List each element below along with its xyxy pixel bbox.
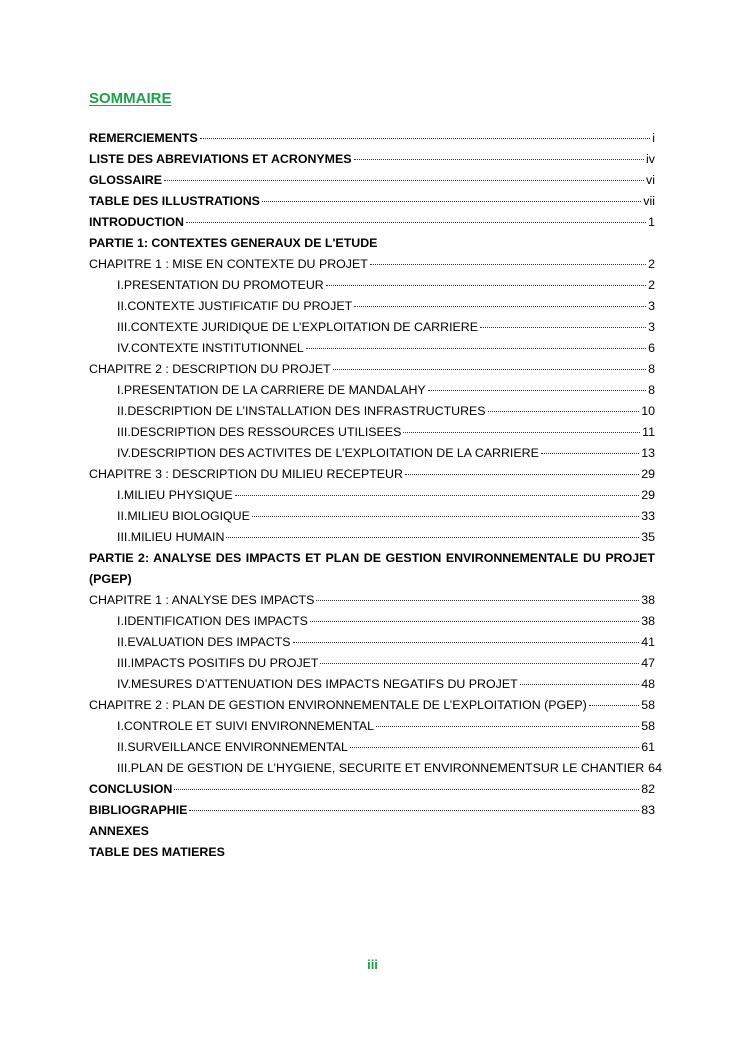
- toc-entry-page: 6: [648, 341, 655, 355]
- toc-entry-title: I.PRESENTATION DU PROMOTEUR: [117, 278, 324, 292]
- toc-entry-page: 8: [648, 383, 655, 397]
- toc-leader-dots: [541, 452, 639, 454]
- toc-part-heading: [89, 233, 655, 254]
- toc-entry[interactable]: [89, 674, 655, 695]
- toc-entry[interactable]: [89, 485, 655, 506]
- toc-entry-page: 35: [641, 530, 655, 544]
- toc-entry-title: INTRODUCTION: [89, 215, 184, 229]
- toc-entry-title: CHAPITRE 2 : DESCRIPTION DU PROJET: [89, 362, 331, 376]
- toc-leader-dots: [350, 746, 639, 748]
- toc-leader-dots: [354, 158, 645, 160]
- toc-entry-title: II.EVALUATION DES IMPACTS: [117, 635, 291, 649]
- toc-entry[interactable]: [89, 443, 655, 464]
- toc-entry-title: TABLE DES MATIERES: [89, 845, 225, 859]
- toc-leader-dots: [376, 725, 639, 727]
- toc-leader-dots: [293, 641, 640, 643]
- toc-entry-title: I.PRESENTATION DE LA CARRIERE DE MANDALAHY: [117, 383, 426, 397]
- toc-entry-title: CONCLUSION: [89, 782, 173, 796]
- toc-leader-dots: [174, 788, 639, 790]
- toc-entry-title: IV.CONTEXTE INSTITUTIONNEL: [117, 341, 304, 355]
- toc-entry-title: II.SURVEILLANCE ENVIRONNEMENTAL: [117, 740, 348, 754]
- toc-entry-page: 83: [641, 803, 655, 817]
- toc-entry[interactable]: [89, 296, 655, 317]
- toc-leader-dots: [589, 704, 639, 706]
- toc-entry-title: BIBLIOGRAPHIE: [89, 803, 188, 817]
- toc-entry-title: CHAPITRE 1 : ANALYSE DES IMPACTS: [89, 593, 315, 607]
- toc-entry[interactable]: [89, 338, 655, 359]
- toc-entry-page: 82: [641, 782, 655, 796]
- toc-entry[interactable]: [89, 275, 655, 296]
- toc-entry[interactable]: [89, 527, 655, 548]
- toc-entry[interactable]: [89, 758, 662, 779]
- toc-entry[interactable]: [89, 695, 655, 716]
- toc-leader-dots: [370, 263, 646, 265]
- toc-entry-page: iv: [646, 152, 655, 166]
- toc-entry-page: 47: [641, 656, 655, 670]
- toc-entry-page: 61: [641, 740, 655, 754]
- page-title: SOMMAIRE: [89, 90, 172, 107]
- toc-entry-page: 33: [641, 509, 655, 523]
- toc-leader-dots: [480, 326, 646, 328]
- toc-entry[interactable]: [89, 128, 655, 149]
- toc-entry-title: III.DESCRIPTION DES RESSOURCES UTILISEES: [117, 425, 402, 439]
- toc-leader-dots: [320, 662, 639, 664]
- toc-entry-title: II.DESCRIPTION DE L’INSTALLATION DES INFRASTRUCTURES: [117, 404, 486, 418]
- toc-entry-title: III.PLAN DE GESTION DE L’HYGIENE, SECURITE ET ENVIRONNEMENTSUR LE CHANTIER: [117, 761, 645, 775]
- toc-entry[interactable]: [89, 653, 655, 674]
- toc-entry[interactable]: [89, 212, 655, 233]
- toc-leader-dots: [226, 536, 639, 538]
- toc-entry-title: CHAPITRE 1 : MISE EN CONTEXTE DU PROJET: [89, 257, 368, 271]
- toc-leader-dots: [428, 389, 646, 391]
- toc-entry-title: III.IMPACTS POSITIFS DU PROJET: [117, 656, 319, 670]
- toc-entry-title: CHAPITRE 2 : PLAN DE GESTION ENVIRONNEMENTALE DE L’EXPLOITATION (PGEP): [89, 698, 587, 712]
- toc-entry[interactable]: [89, 737, 655, 758]
- toc-entry-page: 58: [641, 698, 655, 712]
- toc-entry[interactable]: [89, 149, 655, 170]
- toc-part-heading: PARTIE 2: ANALYSE DES IMPACTS ET PLAN DE GESTION ENVIRONNEMENTALE DU PROJET (PGEP): [89, 551, 655, 586]
- toc-entry-page: vi: [646, 173, 655, 187]
- toc-entry[interactable]: [89, 422, 655, 443]
- toc-entry-title: LISTE DES ABREVIATIONS ET ACRONYMES: [89, 152, 352, 166]
- toc-entry[interactable]: [89, 506, 655, 527]
- toc-entry-page: 64: [648, 761, 662, 775]
- toc-entry-title: III.MILIEU HUMAIN: [117, 530, 225, 544]
- toc-entry[interactable]: [89, 800, 655, 821]
- toc-leader-dots: [235, 494, 640, 496]
- toc-leader-dots: [405, 473, 639, 475]
- toc-entry[interactable]: [89, 170, 655, 191]
- toc-entry-title: IV.MESURES D’ATTENUATION DES IMPACTS NEGATIFS DU PROJET: [117, 677, 518, 691]
- toc-entry-page: 29: [641, 488, 655, 502]
- toc-leader-dots: [262, 200, 641, 202]
- toc-entry[interactable]: [89, 359, 655, 380]
- toc-entry[interactable]: [89, 317, 655, 338]
- toc-leader-dots: [189, 809, 639, 811]
- toc-entry-page: 58: [641, 719, 655, 733]
- toc-entry-page: 3: [648, 299, 655, 313]
- toc-entry-page: 38: [641, 593, 655, 607]
- toc-leader-dots: [306, 347, 646, 349]
- toc-entry[interactable]: [89, 611, 655, 632]
- toc-leader-dots: [333, 368, 646, 370]
- toc-entry-title: I.CONTROLE ET SUIVI ENVIRONNEMENTAL: [117, 719, 375, 733]
- toc-entry-page: i: [652, 131, 655, 145]
- toc-entry[interactable]: [89, 779, 655, 800]
- toc-leader-dots: [186, 221, 646, 223]
- toc-entry-page: 11: [642, 425, 655, 439]
- toc-entry-page: 3: [648, 320, 655, 334]
- toc-entry-title: II.CONTEXTE JUSTIFICATIF DU PROJET: [117, 299, 353, 313]
- toc-entry-title: III.CONTEXTE JURIDIQUE DE L’EXPLOITATION DE CARRIERE: [117, 320, 478, 334]
- toc-entry[interactable]: [89, 632, 655, 653]
- toc-entry[interactable]: [89, 716, 655, 737]
- toc-entry-page: 2: [648, 278, 655, 292]
- toc-entry-title: CHAPITRE 3 : DESCRIPTION DU MILIEU RECEPTEUR: [89, 467, 403, 481]
- toc-entry-page: 10: [641, 404, 655, 418]
- toc-leader-dots: [316, 599, 639, 601]
- toc-entry-page: 2: [648, 257, 655, 271]
- toc-entry-title: IV.DESCRIPTION DES ACTIVITES DE L’EXPLOITATION DE LA CARRIERE: [117, 446, 539, 460]
- toc-entry-title: TABLE DES ILLUSTRATIONS: [89, 194, 260, 208]
- toc-entry[interactable]: [89, 191, 655, 212]
- toc-entry-title: ANNEXES: [89, 824, 149, 838]
- page-number: iii: [367, 957, 378, 972]
- toc-leader-dots: [200, 137, 650, 139]
- toc-entry-page: 8: [648, 362, 655, 376]
- toc-leader-dots: [520, 683, 640, 685]
- toc-leader-dots: [326, 284, 646, 286]
- toc-entry-page: 29: [641, 467, 655, 481]
- toc-part-heading: [89, 821, 655, 842]
- toc-entry-page: 41: [641, 635, 655, 649]
- toc-leader-dots: [164, 179, 644, 181]
- toc-leader-dots: [310, 620, 639, 622]
- toc-entry-page: 38: [641, 614, 655, 628]
- toc-entry-page: 48: [641, 677, 655, 691]
- toc-entry-page: 13: [641, 446, 655, 460]
- toc-entry-page: 1: [648, 215, 655, 229]
- toc-entry[interactable]: [89, 254, 655, 275]
- toc-entry-title: PARTIE 1: CONTEXTES GENERAUX DE L'ETUDE: [89, 236, 378, 250]
- toc-entry-title: GLOSSAIRE: [89, 173, 162, 187]
- toc-leader-dots: [403, 431, 640, 433]
- table-of-contents: [89, 128, 662, 863]
- toc-entry-title: I.IDENTIFICATION DES IMPACTS: [117, 614, 308, 628]
- toc-entry[interactable]: [89, 590, 655, 611]
- toc-entry-title: II.MILIEU BIOLOGIQUE: [117, 509, 250, 523]
- toc-entry-page: vii: [643, 194, 655, 208]
- toc-entry-title: REMERCIEMENTS: [89, 131, 198, 145]
- toc-part-heading: [89, 842, 655, 863]
- toc-leader-dots: [354, 305, 646, 307]
- toc-leader-dots: [252, 515, 639, 517]
- toc-leader-dots: [488, 410, 640, 412]
- toc-entry[interactable]: [89, 380, 655, 401]
- toc-entry-title: I.MILIEU PHYSIQUE: [117, 488, 233, 502]
- toc-entry[interactable]: [89, 464, 655, 485]
- toc-entry[interactable]: [89, 401, 655, 422]
